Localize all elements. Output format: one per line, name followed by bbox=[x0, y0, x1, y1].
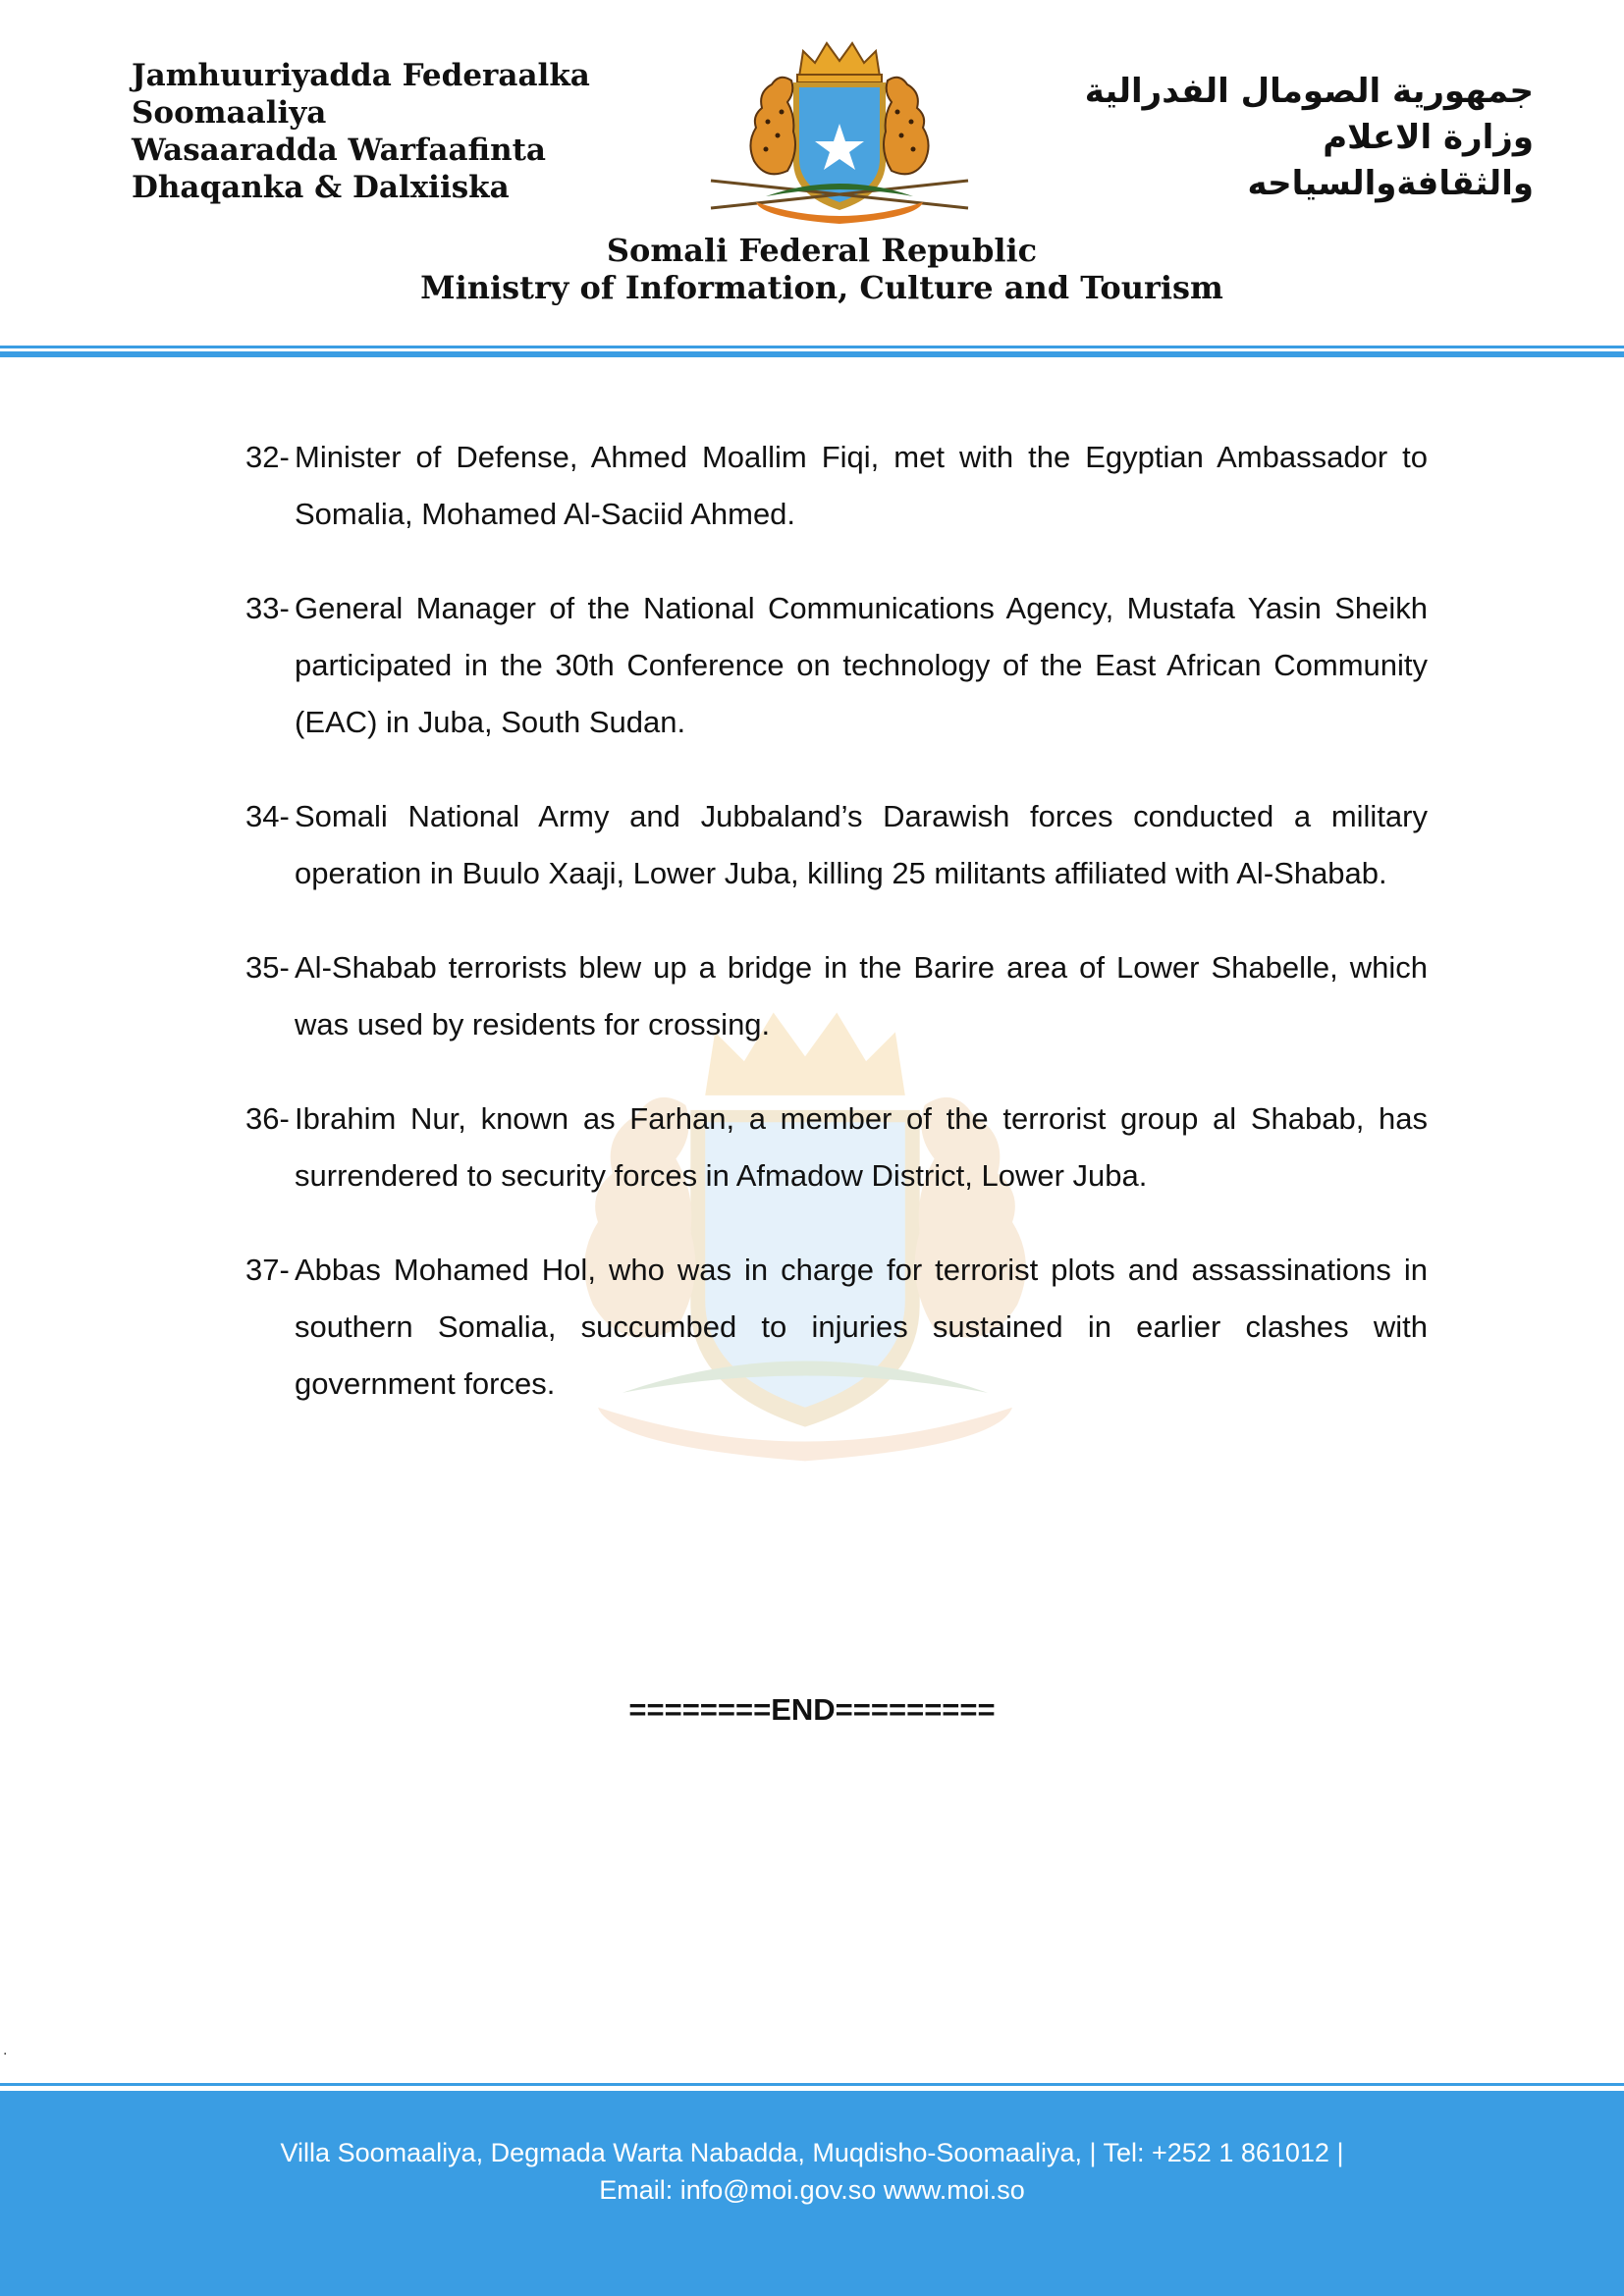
title-republic: Somali Federal Republic bbox=[606, 232, 1038, 269]
footer-contact bbox=[0, 2134, 1624, 2209]
item-text: Al-Shabab terrorists blew up a bridge in the Barire area of Lower Shabelle, which was used by residents for crossing. bbox=[295, 950, 1428, 1041]
footer-divider bbox=[0, 2083, 1624, 2086]
item-number: 33- bbox=[245, 591, 290, 625]
list-item bbox=[245, 1242, 1428, 1413]
header-somali-line: Soomaaliya bbox=[132, 95, 327, 131]
item-number: 35- bbox=[245, 950, 290, 985]
document-title bbox=[0, 232, 1624, 306]
list-item bbox=[245, 429, 1428, 543]
item-text: Minister of Defense, Ahmed Moallim Fiqi, met with the Egyptian Ambassador to Somalia, Mohamed Al-Saciid Ahmed. bbox=[295, 440, 1428, 531]
item-number: 36- bbox=[245, 1101, 290, 1136]
header-somali-line: Jamhuuriyadda Federaalka bbox=[132, 58, 590, 93]
header-somali-line: Wasaaradda Warfaafinta bbox=[132, 133, 547, 168]
list-item bbox=[245, 939, 1428, 1053]
footer-email-web: Email: info@moi.gov.so www.moi.so bbox=[599, 2175, 1025, 2205]
news-items-list bbox=[245, 429, 1428, 1450]
list-item bbox=[245, 1091, 1428, 1204]
item-text: General Manager of the National Communications Agency, Mustafa Yasin Sheikh participated in the 30th Conference on technology of the East African Community (EAC) in Juba, South Sudan. bbox=[295, 591, 1428, 739]
item-number: 37- bbox=[245, 1253, 290, 1287]
item-text: Somali National Army and Jubbaland’s Darawish forces conducted a military operation in Buulo Xaaji, Lower Juba, killing 25 militants affiliated with Al-Shabab. bbox=[295, 799, 1428, 890]
header-arabic-line: والثقافةوالسياحه bbox=[1247, 164, 1534, 203]
header-divider-thin bbox=[0, 346, 1624, 348]
header-somali-text bbox=[132, 57, 590, 206]
stray-mark: . bbox=[3, 2042, 8, 2058]
header-somali-line: Dhaqanka & Dalxiiska bbox=[132, 170, 510, 205]
list-item bbox=[245, 788, 1428, 902]
end-marker: ========END========= bbox=[628, 1692, 996, 1727]
coat-of-arms-icon bbox=[697, 33, 982, 226]
list-item bbox=[245, 580, 1428, 751]
header-arabic-text bbox=[1085, 69, 1534, 207]
item-number: 34- bbox=[245, 799, 290, 833]
item-number: 32- bbox=[245, 440, 290, 474]
title-ministry: Ministry of Information, Culture and Tourism bbox=[420, 269, 1223, 306]
item-text: Abbas Mohamed Hol, who was in charge for terrorist plots and assassinations in southern Somalia, succumbed to injuries sustained in earlier clashes with government forces. bbox=[295, 1253, 1428, 1401]
footer-address: Villa Soomaaliya, Degmada Warta Nabadda, Muqdisho-Soomaaliya, | Tel: +252 1 861012 | bbox=[280, 2138, 1344, 2167]
header-arabic-line: وزارة الاعلام bbox=[1323, 118, 1534, 157]
header-arabic-line: جمهورية الصومال الفدرالية bbox=[1084, 72, 1534, 111]
item-text: Ibrahim Nur, known as Farhan, a member of the terrorist group al Shabab, has surrendered to security forces in Afmadow District, Lower Juba. bbox=[295, 1101, 1428, 1193]
header-divider-thick bbox=[0, 351, 1624, 357]
